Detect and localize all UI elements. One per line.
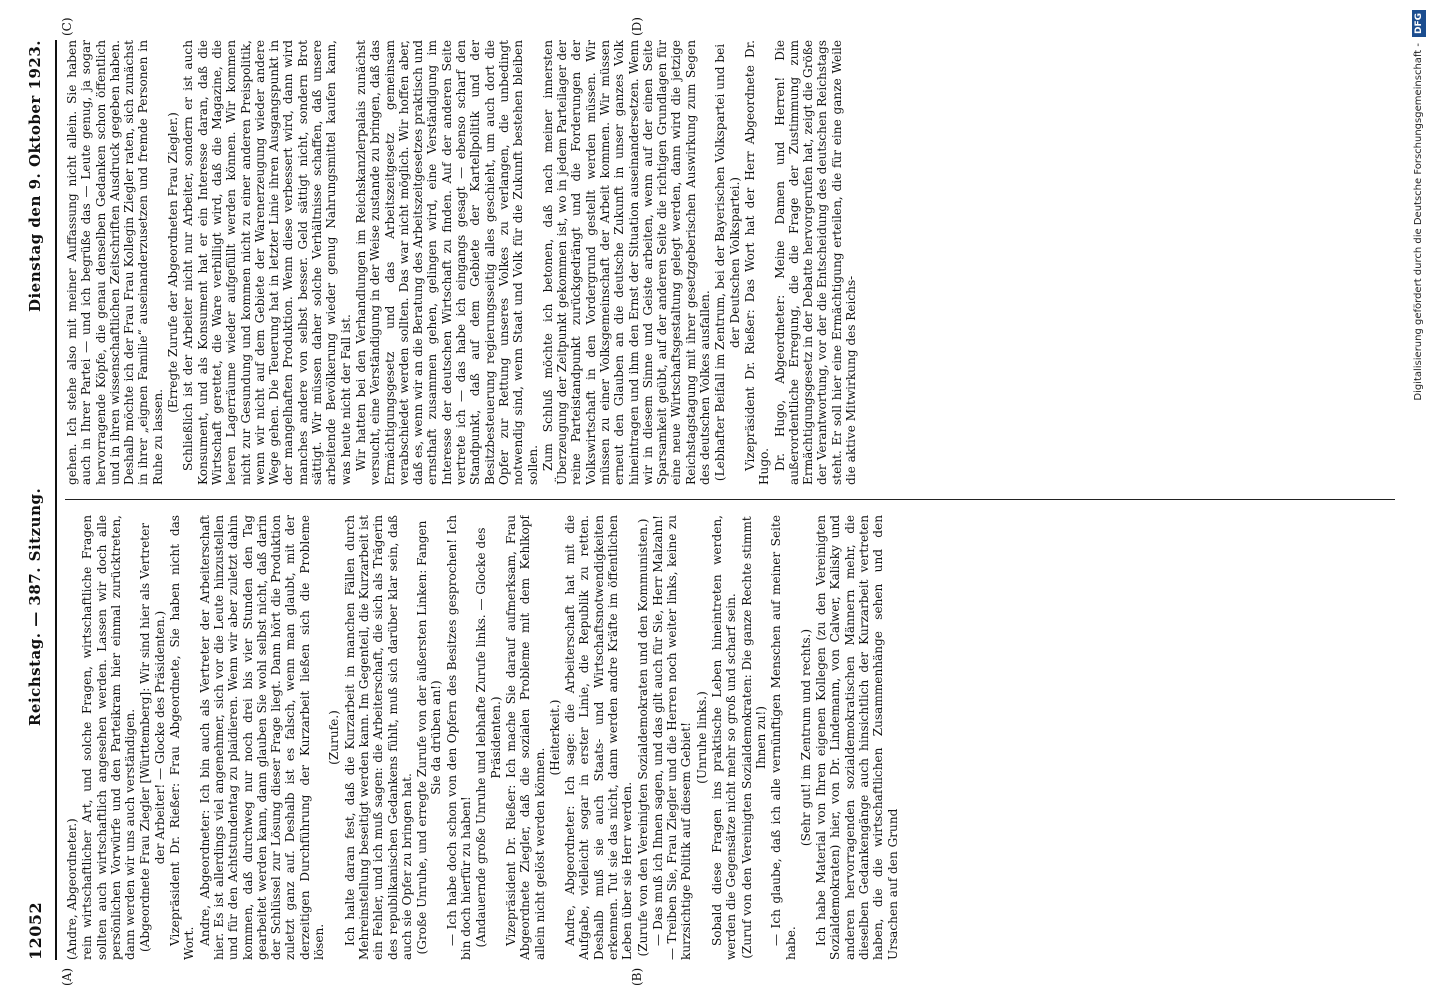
column-divider (65, 499, 1395, 500)
paragraph: rein wirtschaftlicher Art, und solche Fragen, wirtschaftliche Fragen sollten auch wirtschaftlich angesehen werden. Lassen wir doch alle persönlichen Vorwürfe und den Parteikram hier einmal zurücktreten, dann werden wir uns auch verständigen. (80, 515, 138, 960)
margin-marker-d: (D) (630, 17, 644, 36)
paragraph: Schließlich ist der Arbeiter nicht nur Arbeiter, sondern er ist auch Konsument, und als Konsument hat er ein Interesse daran, daß die Wirtschaft gerettet, die Ware verbilligt wird, daß die Magazine, die leeren Lagerräume wieder aufgefüllt werden können. Wir kommen nicht zur Gesundung und kommen nicht zu einer anderen Preispolitik, wenn wir nicht auf dem Gebiete der Warenerzeugung wieder andere Wege gehen. Die Teuerung hat in letzter Linie ihren Ausgangspunkt in der mangelhaften Produktion. Wenn diese verbessert wird, dann wird manches andere von selbst besser. Geld sättigt nicht, sondern Brot sättigt. Wir müssen daher solche Verhältnisse schaffen, daß unsere arbeitende Bevölkerung wieder genug Nahrungsmittel kaufen kann, was heute nicht der Fall ist. (181, 40, 353, 485)
paragraph: Vizepräsident Dr. Rießer: Das Wort hat der Herr Abgeordnete Dr. Hugo. (742, 40, 772, 485)
interjection: (Zuruf von den Vereinigten Sozialdemokraten: Die ganze Rechte stimmt Ihnen zu!) (739, 516, 768, 959)
session-title: Reichstag. — 387. Sitzung. (26, 487, 44, 727)
interjection: (Erregte Zurufe der Abgeordneten Frau Ziegler.) (166, 112, 181, 413)
interjection: (Große Unruhe, und erregte Zurufe von der äußersten Linken: Fangen Sie da drüben an!) (415, 520, 444, 955)
paragraph: — Das muß ich Ihnen sagen, und das gilt auch für Sie, Herr Malzahn! — Treiben Sie, Frau Ziegler und die Herren noch weiter links, keine zu kurzsichtige Politik auf diesem Gebiet! (650, 515, 694, 960)
header-rule (55, 40, 57, 960)
interjection: (Abgeordnete Frau Ziegler [Württemberg]: Wir sind hier als Vertreter der Arbeiter! — Glocke des Präsidenten.) (138, 522, 167, 953)
interjection: (Sehr gut! im Zentrum und rechts.) (798, 628, 813, 847)
page-number: 12052 (25, 901, 45, 960)
interjection: (Zurufe.) (327, 710, 342, 765)
interjection: (Heiterkeit.) (547, 699, 562, 776)
digitization-credit (1408, 10, 1430, 990)
paragraph: Ich halte daran fest, daß die Kurzarbeit in manchen Fällen durch Mehreinstellung beseitigt werden kann. Im Gegenteil, die Kurzarbeit ist ein Fehler, und ich muß sagen: die Arbeiterschaft, die sich als Trägerin des republikanischen Gedankens fühlt, muß sich darüber klar sein, daß auch sie Opfer zu bringen hat. (342, 515, 414, 960)
paragraph: Wir hatten bei den Verhandlungen im Reichskanzlerpalais zunächst versucht, eine Verständigung in der Weise zustande zu bringen, daß das Ermächtigungsgesetz und das Arbeitszeitgesetz gemeinsam verabschiedet werden sollten. Das war nicht möglich. Wir hoffen aber, daß es, wenn wir an die Beratung des Arbeitszeitgesetzes praktisch und ernsthaft zusammen gehen, gelingen wird, eine Verständigung im Interesse der deutschen Wirtschaft zu finden. Auf der anderen Seite vertrete ich — das habe ich eingangs gesagt — ebenso scharf den Standpunkt, daß auf dem Gebiete der Kartellpolitik und der Besitzbesteuerung regierungsseitig alles geschieht, um auch dort die Opfer zur Rettung unseres Volkes zu verlangen, die unbedingt notwendig sind, wenn Staat und Volk für die Zukunft bestehen bleiben sollen. (353, 40, 540, 485)
paragraph: gehen. Ich stehe also mit meiner Auffassung nicht allein. Sie haben auch in Ihrer Partei — und ich begrüße das — Leute genug, ja sogar hervorragende Köpfe, die genau denselben Gedanken schon öffentlich und in ihren wissenschaftlichen Zeitschriften Ausdruck gegeben haben. Deshalb möchte ich der Frau Frau Kollegin Ziegler raten, sich zunächst in ihrer „eignen Familie“ auseinanderzusetzen und fremde Personen in Ruhe zu lassen. (65, 40, 165, 485)
margin-marker-c: (C) (60, 17, 74, 36)
margin-marker-a: (A) (60, 967, 74, 986)
paragraph: — Ich habe doch schon von den Opfern des Besitzes gesprochen! Ich bin doch hierfür zu haben! (444, 515, 474, 960)
paragraph: Andre, Abgeordneter: Ich sage: die Arbeiterschaft hat mit die Aufgabe, vielleicht sogar in erster Linie, die Republik zu retten. Deshalb muß sie auch Staats- und Wirtschaftsnotwendigkeiten erkennen. Tut sie das nicht, dann werden andre Kräfte im öffentlichen Leben über sie Herr werden. (563, 515, 635, 960)
margin-marker-b: (B) (630, 967, 644, 986)
paragraph: Zum Schluß möchte ich betonen, daß nach meiner innersten Überzeugung der Zeitpunkt gekommen ist, wo in jedem Parteilager der reine Parteistandpunkt zurückgedrängt und die Forderungen der Volkswirtschaft in den Vordergrund gestellt werden müssen. Wir müssen zu einer Volksgemeinschaft der Arbeit kommen. Wir müssen erneut den Glauben an die deutsche Zukunft in unser ganzes Volk hineintragen und ihm den Ernst der Situation auseinandersetzen. Wenn wir in diesem Sinne und Geiste arbeiten, wenn auf der einen Seite Sparsamkeit geübt, auf der anderen Seite die richtigen Grundlagen für eine neue Wirtschaftsgestaltung gelegt werden, dann wird die jetzige Reichstagstagung mit ihrer gesetzgeberischen Auswirkung zum Segen des deutschen Volkes ausfallen. (540, 40, 713, 485)
interjection: (Zurufe von den Vereinigten Sozialdemokraten und den Kommunisten.) (635, 518, 650, 957)
dfg-logo: DFG (1412, 10, 1426, 37)
session-date: Dienstag den 9. Oktober 1923. (26, 40, 44, 313)
text-column-right (65, 40, 1395, 485)
paragraph: Andre, Abgeordneter: Ich bin auch als Vertreter der Arbeiterschaft hier. Es ist allerdings viel angenehmer, sich vor die Leute hinzustellen und für den Achtstundentag zu plaidieren. Wenn wir aber zuletzt dahin kommen, daß durchweg nur noch drei bis vier Stunden den Tag gearbeitet werden kann, dann glauben Sie wohl selbst nicht, daß darin der Schlüssel zur Lösung dieser Frage liegt. Dann hört die Produktion zuletzt ganz auf. Deshalb ist es falsch, wenn man glaubt, mit der derzeitigen Durchführung der Kurzarbeit ließen sich die Probleme lösen. (197, 515, 327, 960)
paragraph: (Andre, Abgeordneter.) (65, 818, 79, 960)
paragraph: — Ich glaube, daß ich alle vernünftigen Menschen auf meiner Seite habe. (769, 515, 798, 960)
interjection: (Unruhe links.) (694, 691, 709, 784)
text-column-left (65, 515, 1395, 960)
paragraph: Vizepräsident Dr. Rießer: Frau Abgeordnete, Sie haben nicht das Wort. (168, 515, 197, 960)
interjection: (Andauernde große Unruhe und lebhafte Zurufe links. — Glocke des Präsidenten.) (474, 527, 503, 948)
credit-text: Digitalisierung gefördert durch die Deutsche Forschungsgemeinschaft - (1413, 43, 1424, 401)
paragraph: Dr. Hugo, Abgeordneter: Meine Damen und Herren! Die außerordentliche Erregung, die die Frage der Zustimmung zum Ermächtigungsgesetz in der Debatte hervorgerufen hat, zeigt die Größe der Verantwortung, vor der die Entscheidung des deutschen Reichstags steht. Er soll hier eine Ermächtigung erteilen, die für eine ganze Weile die aktive Mitwirkung des Reichs- (772, 40, 859, 485)
paragraph: Sobald diese Fragen ins praktische Leben hineintreten werden, werden die Gegensätze nicht mehr so groß und scharf sein. (710, 515, 739, 960)
paragraph: Vizepräsident Dr. Rießer: Ich mache Sie darauf aufmerksam, Frau Abgeordnete Ziegler, daß die sozialen Probleme mit dem Kehlkopf allein nicht gelöst werden können. (503, 515, 547, 960)
paragraph: Ich habe Material von Ihren eigenen Kollegen (zu den Vereinigten Sozialdemokraten) hier, von Dr. Lindemann, von Calwer, Kalisky und anderen hervorragenden sozialdemokratischen Männern mehr, die dieselben Gedankengänge auch hinsichtlich der Kurzarbeit vertreten haben, die die wirtschaftlichen Zusammenhänge sehen und den Ursachen auf den Grund (814, 515, 900, 960)
running-head (20, 40, 50, 960)
interjection: (Lebhafter Beifall im Zentrum, bei der Bayerischen Volkspartei und bei der Deutschen Volkspartei.) (713, 43, 742, 482)
